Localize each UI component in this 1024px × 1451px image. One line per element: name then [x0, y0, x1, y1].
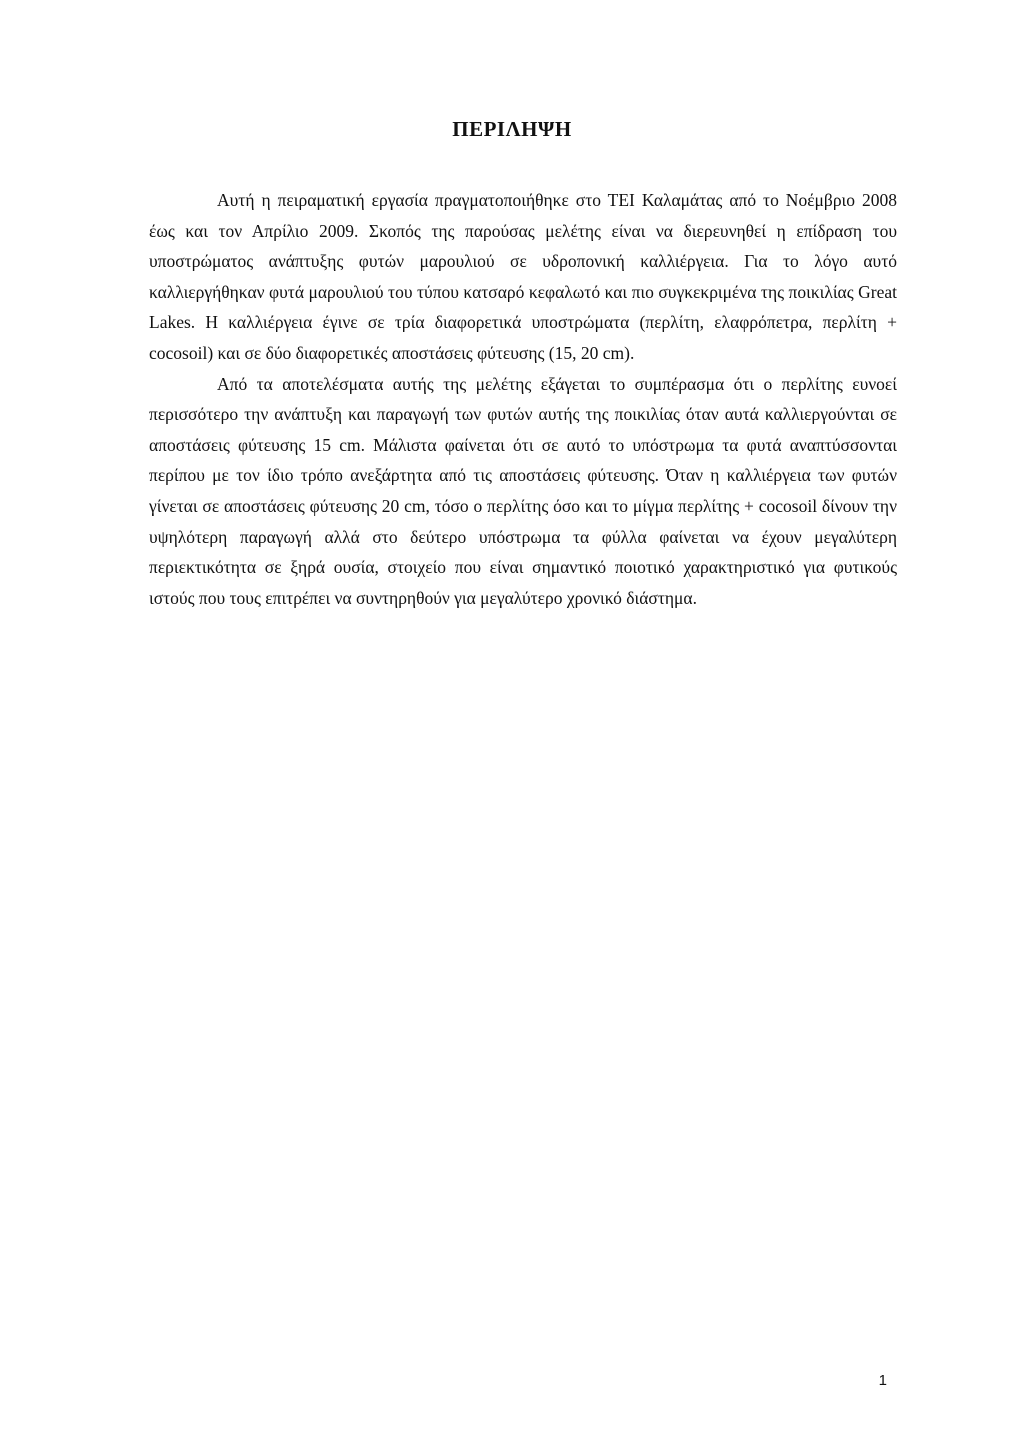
page-title: ΠΕΡΙΛΗΨΗ [452, 117, 572, 141]
paragraph-conclusions: Από τα αποτελέσματα αυτής της μελέτης εξάγεται το συμπέρασμα ότι ο περλίτης ευνοεί περισσότερο την ανάπτυξη και παραγωγή των φυτών αυτής της ποικιλίας όταν αυτά καλλιεργούνται σε αποστάσεις φύτευσης 15 cm. Μάλιστα φαίνεται ότι σε αυτό το υπόστρωμα τα φυτά αναπτύσσονται περίπου με τον ίδιο τρόπο ανεξάρτητα από τις αποστάσεις φύτευσης. Όταν η καλλιέργεια των φυτών γίνεται σε αποστάσεις φύτευσης 20 cm, τόσο ο περλίτης όσο και το μίγμα περλίτης + cocosoil δίνουν την υψηλότερη παραγωγή αλλά στο δεύτερο υπόστρωμα τα φύλλα φαίνεται να έχουν μεγαλύτερη περιεκτικότητα σε ξηρά ουσία, στοιχείο που είναι σημαντικό ποιοτικό χαρακτηριστικό για φυτικούς ιστούς που τους επιτρέπει να συντηρηθούν για μεγαλύτερο χρονικό διάστημα. [149, 373, 897, 608]
abstract-body [149, 185, 897, 613]
page-number: 1 [878, 1372, 887, 1389]
paragraph-intro: Αυτή η πειραματική εργασία πραγματοποιήθηκε στο ΤΕΙ Καλαμάτας από το Νοέμβριο 2008 έως και τον Απρίλιο 2009. Σκοπός της παρούσας μελέτης είναι να διερευνηθεί η επίδραση του υποστρώματος ανάπτυξης φυτών μαρουλιού σε υδροπονική καλλιέργεια. Για το λόγο αυτό καλλιεργήθηκαν φυτά μαρουλιού του τύπου κατσαρό κεφαλωτό και πιο συγκεκριμένα της ποικιλίας Great Lakes. Η καλλιέργεια έγινε σε τρία διαφορετικά υποστρώματα (περλίτη, ελαφρόπετρα, περλίτη + cocosoil) και σε δύο διαφορετικές αποστάσεις φύτευσης (15, 20 cm). [149, 190, 897, 363]
